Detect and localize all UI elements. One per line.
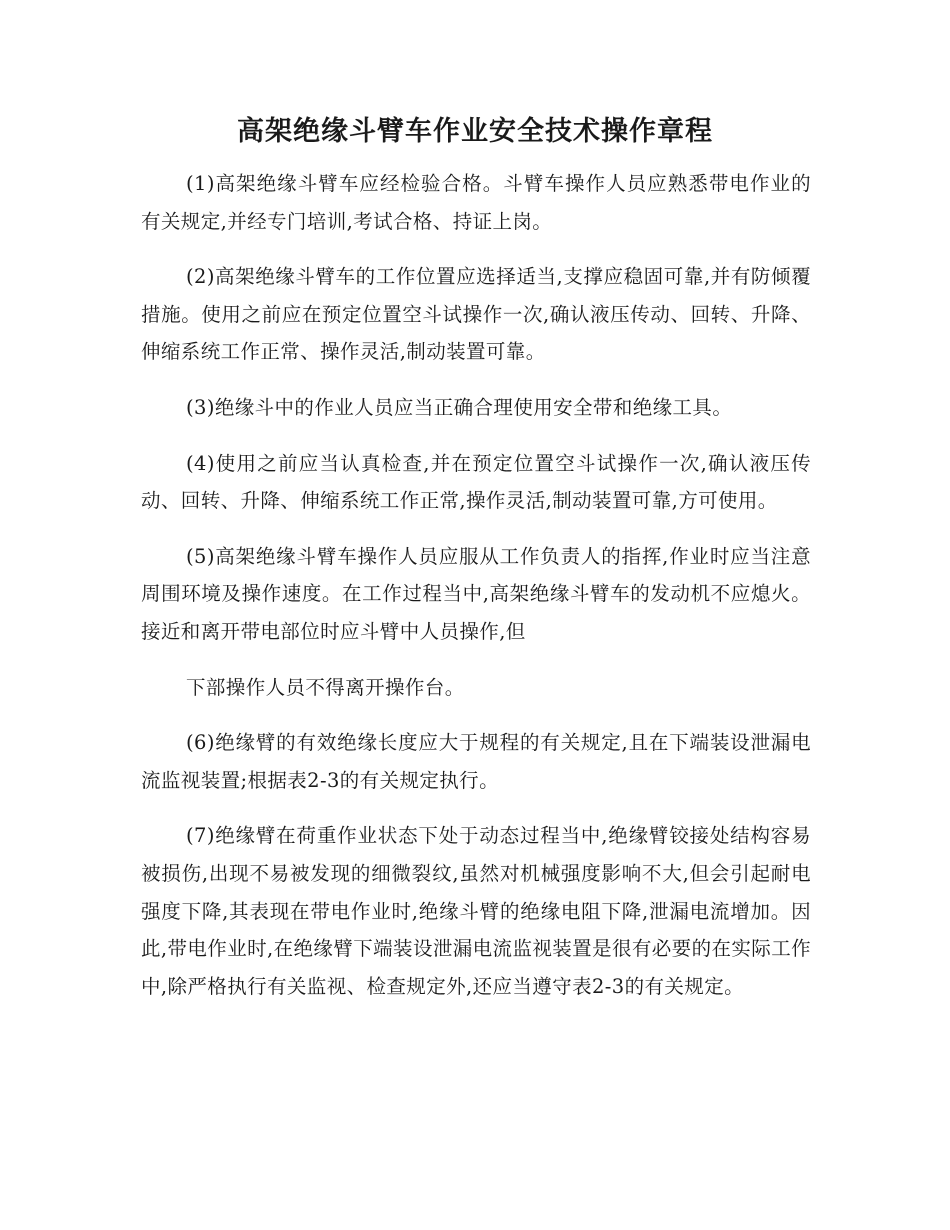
document-body <box>141 165 811 1023</box>
paragraph-7: (7)绝缘臂在荷重作业状态下处于动态过程当中,绝缘臂铰接处结构容易被损伤,出现不易被发现的细微裂纹,虽然对机械强度影响不大,但会引起耐电强度下降,其表现在带电作业时,绝缘斗臂的绝缘电阻下降,泄漏电流增加。因此,带电作业时,在绝缘臂下端装设泄漏电流监视装置是很有必要的在实际工作中,除严格执行有关监视、检查规定外,还应当遵守表2-3的有关规定。 <box>141 824 811 998</box>
paragraph-4: (4)使用之前应当认真检查,并在预定位置空斗试操作一次,确认液压传动、回转、升降、伸缩系统工作正常,操作灵活,制动装置可靠,方可使用。 <box>141 451 811 513</box>
paragraph-5-continuation: 下部操作人员不得离开操作台。 <box>186 675 465 699</box>
paragraph-1: (1)高架绝缘斗臂车应经检验合格。斗臂车操作人员应熟悉带电作业的有关规定,并经专门培训,考试合格、持证上岗。 <box>141 172 811 233</box>
paragraph-5: (5)高架绝缘斗臂车操作人员应服从工作负责人的指挥,作业时应当注意周围环境及操作速度。在工作过程当中,高架绝缘斗臂车的发动机不应熄火。接近和离开带电部位时应斗臂中人员操作,但 <box>141 544 811 643</box>
paragraph-3: (3)绝缘斗中的作业人员应当正确合理使用安全带和绝缘工具。 <box>186 395 733 419</box>
document-title: 高架绝缘斗臂车作业安全技术操作章程 <box>237 116 713 147</box>
paragraph-2: (2)高架绝缘斗臂车的工作位置应选择适当,支撑应稳固可靠,并有防倾覆措施。使用之前应在预定位置空斗试操作一次,确认液压传动、回转、升降、伸缩系统工作正常、操作灵活,制动装置可靠。 <box>141 265 811 364</box>
paragraph-6: (6)绝缘臂的有效绝缘长度应大于规程的有关规定,且在下端装设泄漏电流监视装置;根据表2-3的有关规定执行。 <box>141 731 811 792</box>
